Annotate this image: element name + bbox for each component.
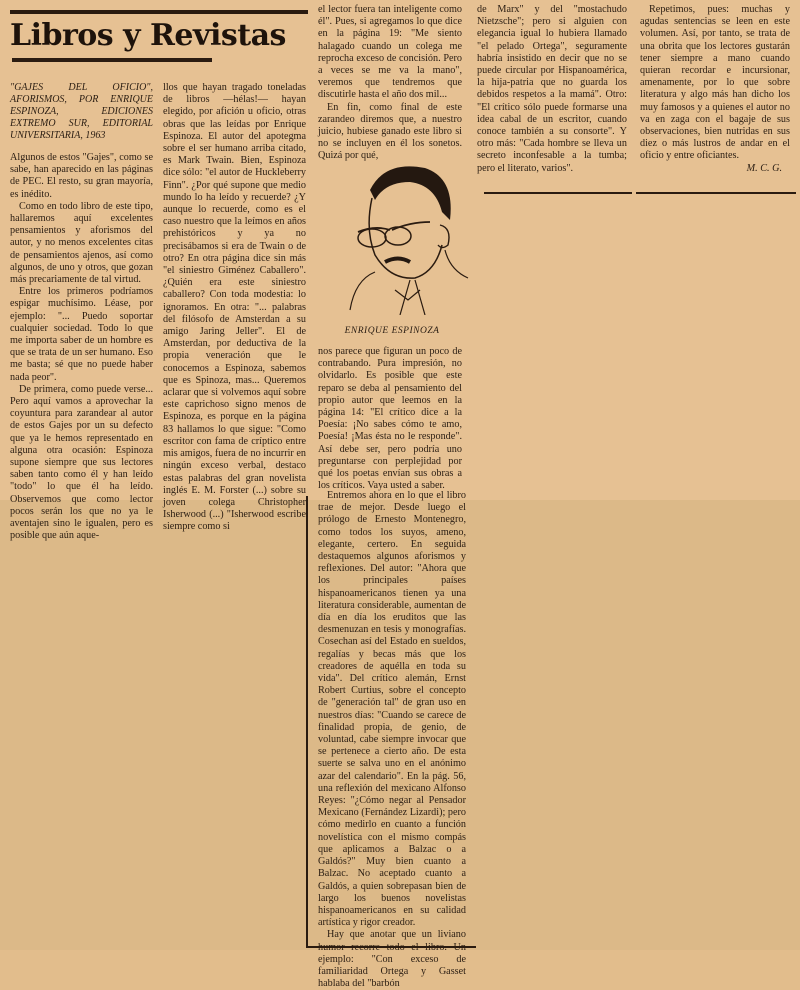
column-5 — [640, 4, 790, 175]
top-rule — [10, 10, 308, 14]
column-2 — [163, 82, 306, 534]
paragraph: De primera, como puede verse... Pero aquí vamos a aprovechar la coyuntura para zarandear al autor de estos Gajes por un su defecto que ya le hemos representado en alguna otra ocasión: Espinoza supone siempre que sus lectores saben tanto como él y han leído "todo" lo que él ha leído. Observemos que como lector pocos serán los que no ya le aventajen sino le igualen, pero es posible que aún aque- — [10, 383, 153, 542]
paragraph: Entremos ahora en lo que el libro trae de mejor. Desde luego el prólogo de Ernesto Montenegro, como todos los suyos, ameno, elegante, certero. En seguida destaquemos algunos aforismos y reflexiones. Del autor: "Ahora que los principales países hispanoamericanos tienen ya una literatura considerable, aumentan de día en día los eruditos que las desmenuzan en tesis y monografías. Cosechan así del Estado en sueldos, regalías y becas más que los creadores de aquélla en toda su vida". Del crítico alemán, Ernst Robert Curtius, sobre el concepto de "generación tal" de gran uso en nuestros días: "Cuando se carece de finalidad propia, de genio, de voluntad, cabe siempre invocar que se pertenece a cierto año. De esta suerte se salva uno en el anónimo azar del calendario". En la pág. 56, una reflexión del mexicano Alfonso Reyes: "¿Cómo negar al Pensador Mexicano (Fernández Lizardi); pero cómo medirlo en cuanto a función novelística con el mismo compás que aplicamos a Balzac o a Galdós?" Muy bien cuanto a Balzac. No aceptado cuanto a Galdós, a quien sobrepasan bien de largo los buenos novelistas hispanoamericanos en su calidad artística y rigor creador. — [318, 490, 466, 929]
paragraph: el lector fuera tan inteligente como él". Pues, si agregamos lo que dice en la página 19: "Me siento halagado cuando un colega me reprocha exceso de concisión. Pero a veces se me va la mano", veremos que tendremos que discutirle hasta el año dos mil... — [318, 4, 462, 101]
paragraph: nos parece que figuran un poco de contrabando. Pura impresión, no olvidarlo. Es posible que este reparo se deba al pensamiento del propio autor que leemos en la página 14: "El crítico dice a la Poesía: ¡No sabes cómo te amo, Poesía! ¡Mas ésta no le responde". Así debe ser, pero podría uno preguntarse con perplejidad por qué los poetas envían sus obras a los críticos. Vaya usted a saber. — [318, 346, 462, 492]
column-1 — [10, 82, 153, 543]
masthead-rule — [12, 58, 212, 62]
column-4-rule — [484, 192, 632, 194]
paragraph: Como en todo libro de este tipo, hallaremos aquí excelentes pensamientos y aforismos del autor, y no menos excelentes citas de pensamientos ajenos, así como algunos, de uno y otros, que gozan más precariamente de tal virtud. — [10, 200, 153, 286]
paragraph: Repetimos, pues: muchas y agudas sentencias se leen en este volumen. Así, por tanto, se trata de una obrita que los lectores gustarán tener siempre a mano cuando quieran recordar e incursionar, amenamente, por lo que sobre literatura y algo más han dicho los muy famosos y a quienes el autor no va en zaga con el bagaje de sus observaciones, bien nutridas en sus diez o más lustros de andar en el oficio y entre oficiantes. — [640, 4, 790, 162]
paragraph: Algunos de estos "Gajes", como se sabe, han aparecido en las páginas de PEC. El resto, su gran mayoría, es inédito. — [10, 152, 153, 200]
portrait-caption: ENRIQUE ESPINOZA — [344, 326, 440, 336]
column-3-bottom — [318, 490, 466, 990]
masthead: Libros y Revistas — [10, 18, 286, 53]
paragraph: de Marx" y del "mostachudo Nietzsche"; pero si alguien con elegancia igual lo hubiera llamado "el pelado Ortega", seguramente habría insistido en decir que no se puede circular por Hispanoamérica, la hija-patria que no guarda los debidos respetos a la mamá". Otro: "El crítico sólo puede formarse una idea cabal de un escritor, cuando conoce también a su consorte". Y otro más: "Cada hombre se lleva un secreto inconfesable a la tumba; pero el literato, varios". — [477, 4, 627, 174]
column-3-top — [318, 4, 462, 163]
review-headnote: "GAJES DEL OFICIO", AFORISMOS, POR ENRIQUE ESPINOZA, EDICIONES EXTREMO SUR, EDITORIAL UNIVERSITARIA, 1963 — [10, 82, 153, 141]
column-4 — [477, 4, 627, 175]
paragraph: Hay que anotar que un liviano humor recorre todo el libro. Un ejemplo: "Con exceso de familiaridad Ortega y Gasset hablaba del "barbón — [318, 929, 466, 990]
paragraph: Entre los primeros podríamos espigar muchísimo. Léase, por ejemplo: "... Puedo soportar cualquier sociedad. Todo lo que me importa saber de un hombre es que se trata de un ser humano. Eso me basta; sé que no puede haber nada peor". — [10, 286, 153, 383]
portrait-drawing — [330, 150, 470, 315]
column-5-rule — [636, 192, 796, 194]
signature: M. C. G. — [746, 162, 782, 174]
column-3-middle — [318, 346, 462, 492]
paragraph: llos que hayan tragado toneladas de libros —hélas!— hayan elegido, por afición u oficio, otras obras que las leídas por Enrique Espinoza. El autor del apotegma sobre el ser humano arriba citado, es Mark Twain. Bien, Espinoza dice sólo: "el autor de Huckleberry Finn". ¿Por qué supone que medio mundo lo ha leído y recuerde? ¿Y aunque lo recuerde, como es el caso nuestro que la leímos en años prehistóricos y ya no precisábamos si era de Twain o de otro? En otra página dice sin más "el siniestro Giménez Caballero". ¿Quién era este siniestro caballero? Con toda modestia: lo ignoramos. En otra: "... palabras del filósofo de Amsterdan a su amigo Jaring Jeller". El de Amsterdan, por deductiva de la propia veneración que le conocemos a Espinoza, sabemos que es Spinoza, mas... Queremos aclarar que si volvemos aquí sobre este caprichoso signo menos de Espinoza, es porque en la página 83 hallamos lo que sigue: "Como escritor con fama de críptico entre mis amigos, fuera de no incurrir en ningún exceso verbal, destaco estas palabras del gran novelista inglés E. M. Forster (...) sobre su joven colega Christopher Isherwood (...) "Isherwood escribe siempre como si — [163, 82, 306, 533]
paragraph: En fin, como final de este zarandeo diremos que, a nuestro juicio, hubiese ganado este libro si no se incluyen en él los sonetos. Quizá por qué, — [318, 101, 462, 162]
